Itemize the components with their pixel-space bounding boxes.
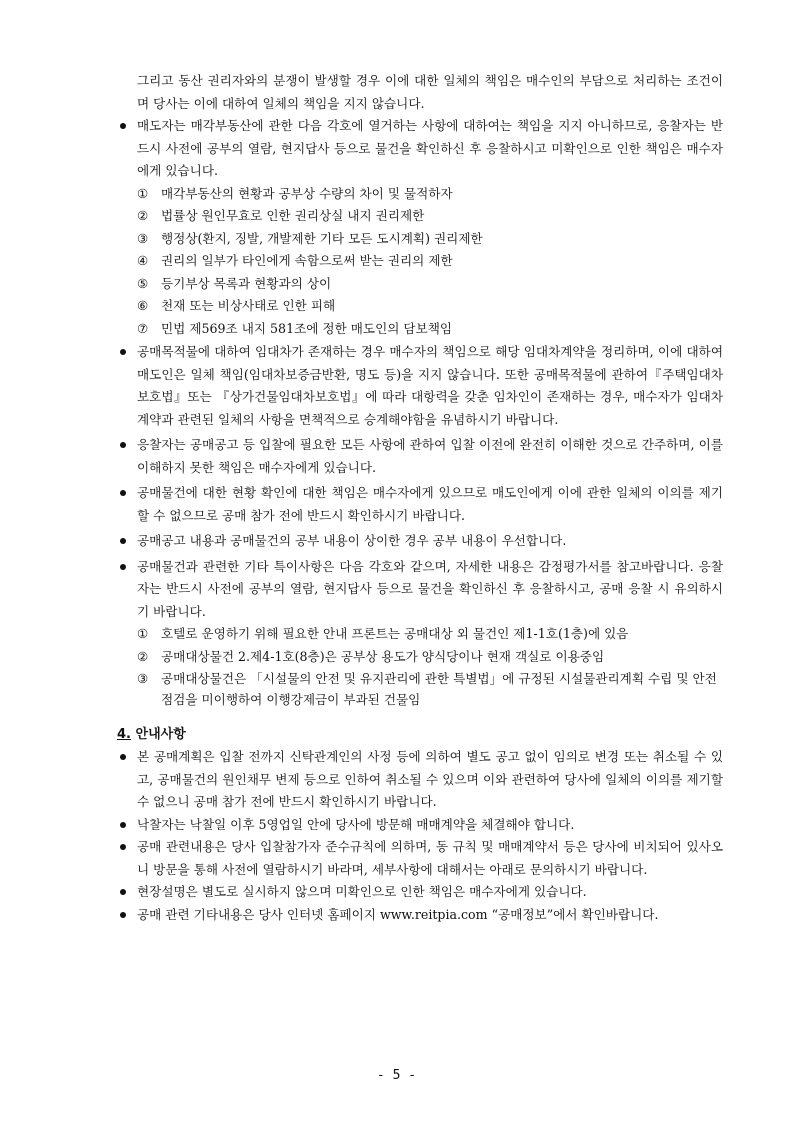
page-number: - 5 - bbox=[376, 1068, 417, 1083]
bullet-item bbox=[117, 482, 723, 527]
bullet-icon bbox=[120, 889, 126, 895]
bullet-text: 공매공고 내용과 공매물건의 공부 내용이 상이한 경우 공부 내용이 우선합니다. bbox=[137, 533, 567, 548]
bullet-text: 매도자는 매각부동산에 관한 다음 각호에 열거하는 사항에 대하여는 책임을 지지 아니하므로, 응찰자는 반드시 사전에 공부의 열람, 현지답사 등으로 물건을 확인하신 후 응찰하시고 미확인으로 인한 책임은 매수자에게 있습니다. bbox=[137, 118, 723, 178]
bullet-icon bbox=[120, 844, 126, 850]
section-number: 4. bbox=[117, 727, 131, 742]
bullet-icon bbox=[120, 822, 126, 828]
bullet-icon bbox=[120, 754, 126, 760]
bullet-text: 응찰자는 공매공고 등 입찰에 필요한 모든 사항에 관하여 입찰 이전에 완전히 이해한 것으로 간주하며, 이를 이해하지 못한 책임은 매수자에게 있습니다. bbox=[137, 437, 723, 475]
bullet-item bbox=[117, 836, 723, 881]
special-notes-list bbox=[117, 623, 723, 710]
bullet-icon bbox=[120, 490, 126, 496]
list-item: ③ 공매대상물건은 「시설물의 안전 및 유지관리에 관한 특별법」에 규정된 시설물관리계획 수립 및 안전점검을 미이행하여 이행강제금이 부과된 건물임 bbox=[137, 671, 717, 707]
list-item: ④ 권리의 일부가 타인에게 속함으로써 받는 권리의 제한 bbox=[137, 253, 453, 268]
exemption-list bbox=[117, 183, 723, 341]
list-item: ③ 행정상(환지, 징발, 개발제한 기타 모든 도시계획) 권리제한 bbox=[137, 230, 483, 246]
section-title: 안내사항 bbox=[135, 727, 186, 742]
list-item: ⑥ 천재 또는 비상사태로 인한 피해 bbox=[137, 298, 336, 313]
bullet-icon bbox=[120, 564, 126, 570]
bullet-item bbox=[117, 814, 723, 837]
bullet-text: 본 공매계획은 입찰 전까지 신탁관계인의 사정 등에 의하여 별도 공고 없이 임의로 변경 또는 취소될 수 있고, 공매물건의 원인채무 변제 등으로 인하여 취소될 수 있으며 이와 관련하여 당사에 일체의 이의를 제기할 수 없으니 공매 참가 전에 반드시 확인하시기 바랍니다. bbox=[137, 749, 723, 809]
bullet-item bbox=[117, 556, 723, 624]
bullet-icon bbox=[120, 442, 126, 448]
bullet-item bbox=[117, 115, 723, 183]
bullet-item bbox=[117, 434, 723, 479]
list-item: ① 매각부동산의 현황과 공부상 수량의 차이 및 물적하자 bbox=[137, 185, 453, 201]
bullet-text: 공매 관련 기타내용은 당사 인터넷 홈페이지 www.reitpia.com “공매정보”에서 확인바랍니다. bbox=[137, 906, 659, 922]
bullet-item bbox=[117, 341, 723, 431]
bullet-text: 공매물건과 관련한 기타 특이사항은 다음 각호와 같으며, 자세한 내용은 감정평가서를 참고바랍니다. 응찰자는 반드시 사전에 공부의 열람, 현지답사 등으로 물건을 확인하신 후 응찰하시고, 공매 응찰 시 유의하시기 바랍니다. bbox=[137, 558, 723, 619]
bullet-icon bbox=[120, 912, 126, 918]
bullet-item bbox=[117, 904, 723, 927]
list-item: ② 공매대상물건 2.제4-1호(8층)은 공부상 용도가 양식당이나 현재 객실로 이용중임 bbox=[137, 648, 605, 664]
list-item: ① 호텔로 운영하기 위해 필요한 안내 프론트는 공매대상 외 물건인 제1-1호(1층)에 있음 bbox=[137, 626, 629, 641]
list-item: ⑤ 등기부상 목록과 현황과의 상이 bbox=[137, 275, 332, 291]
bullet-text: 공매 관련내용은 당사 입찰참가자 준수규칙에 의하며, 동 규칙 및 매매계약서 등은 당사에 비치되어 있사오니 방문을 통해 사전에 열람하시기 바라며, 세부사항에 대해서는 아래로 문의하시기 바랍니다. bbox=[137, 839, 723, 877]
bullet-text: 공매물건에 대한 현황 확인에 대한 책임은 매수자에게 있으므로 매도인에게 이에 관한 일체의 이의를 제기할 수 없으므로 공매 참가 전에 반드시 확인하시기 바랍니다. bbox=[137, 485, 723, 523]
list-item: ② 법률상 원인무효로 인한 권리상실 내지 권리제한 bbox=[137, 208, 425, 223]
bullet-text: 현장설명은 별도로 실시하지 않으며 미확인으로 인한 책임은 매수자에게 있습니다. bbox=[137, 884, 587, 899]
bullet-icon bbox=[120, 538, 126, 544]
bullet-icon bbox=[120, 123, 126, 129]
bullet-text: 낙찰자는 낙찰일 이후 5영업일 안에 당사에 방문해 매매계약을 체결해야 합니다. bbox=[137, 816, 575, 832]
document-body bbox=[117, 70, 723, 926]
section-heading bbox=[117, 724, 723, 746]
bullet-item bbox=[117, 530, 723, 553]
bullet-item bbox=[117, 881, 723, 904]
bullet-icon bbox=[120, 349, 126, 355]
intro-continuation: 그리고 동산 권리자와의 분쟁이 발생할 경우 이에 대한 일체의 책임은 매수인의 부담으로 처리하는 조건이며 당사는 이에 대하여 일체의 책임을 지지 않습니다. bbox=[137, 73, 723, 111]
bullet-text: 공매목적물에 대하여 임대차가 존재하는 경우 매수자의 책임으로 해당 임대차계약을 정리하며, 이에 대하여 매도인은 일체 책임(임대차보증금반환, 명도 등)을 지지 않습니다. 또한 공매목적물에 관하여『주택임대차보호법』또는 『상가건물임대차보호법』에 따라 대항력을 갖춘 임차인이 존재하는 경우, 매수자가 임대차계약과 관련된 일체의 사항을 면책적으로 승계해야함을 유념하시기 바랍니다. bbox=[137, 344, 723, 427]
list-item: ⑦ 민법 제569조 내지 581조에 정한 매도인의 담보책임 bbox=[137, 320, 453, 336]
bullet-item bbox=[117, 746, 723, 814]
